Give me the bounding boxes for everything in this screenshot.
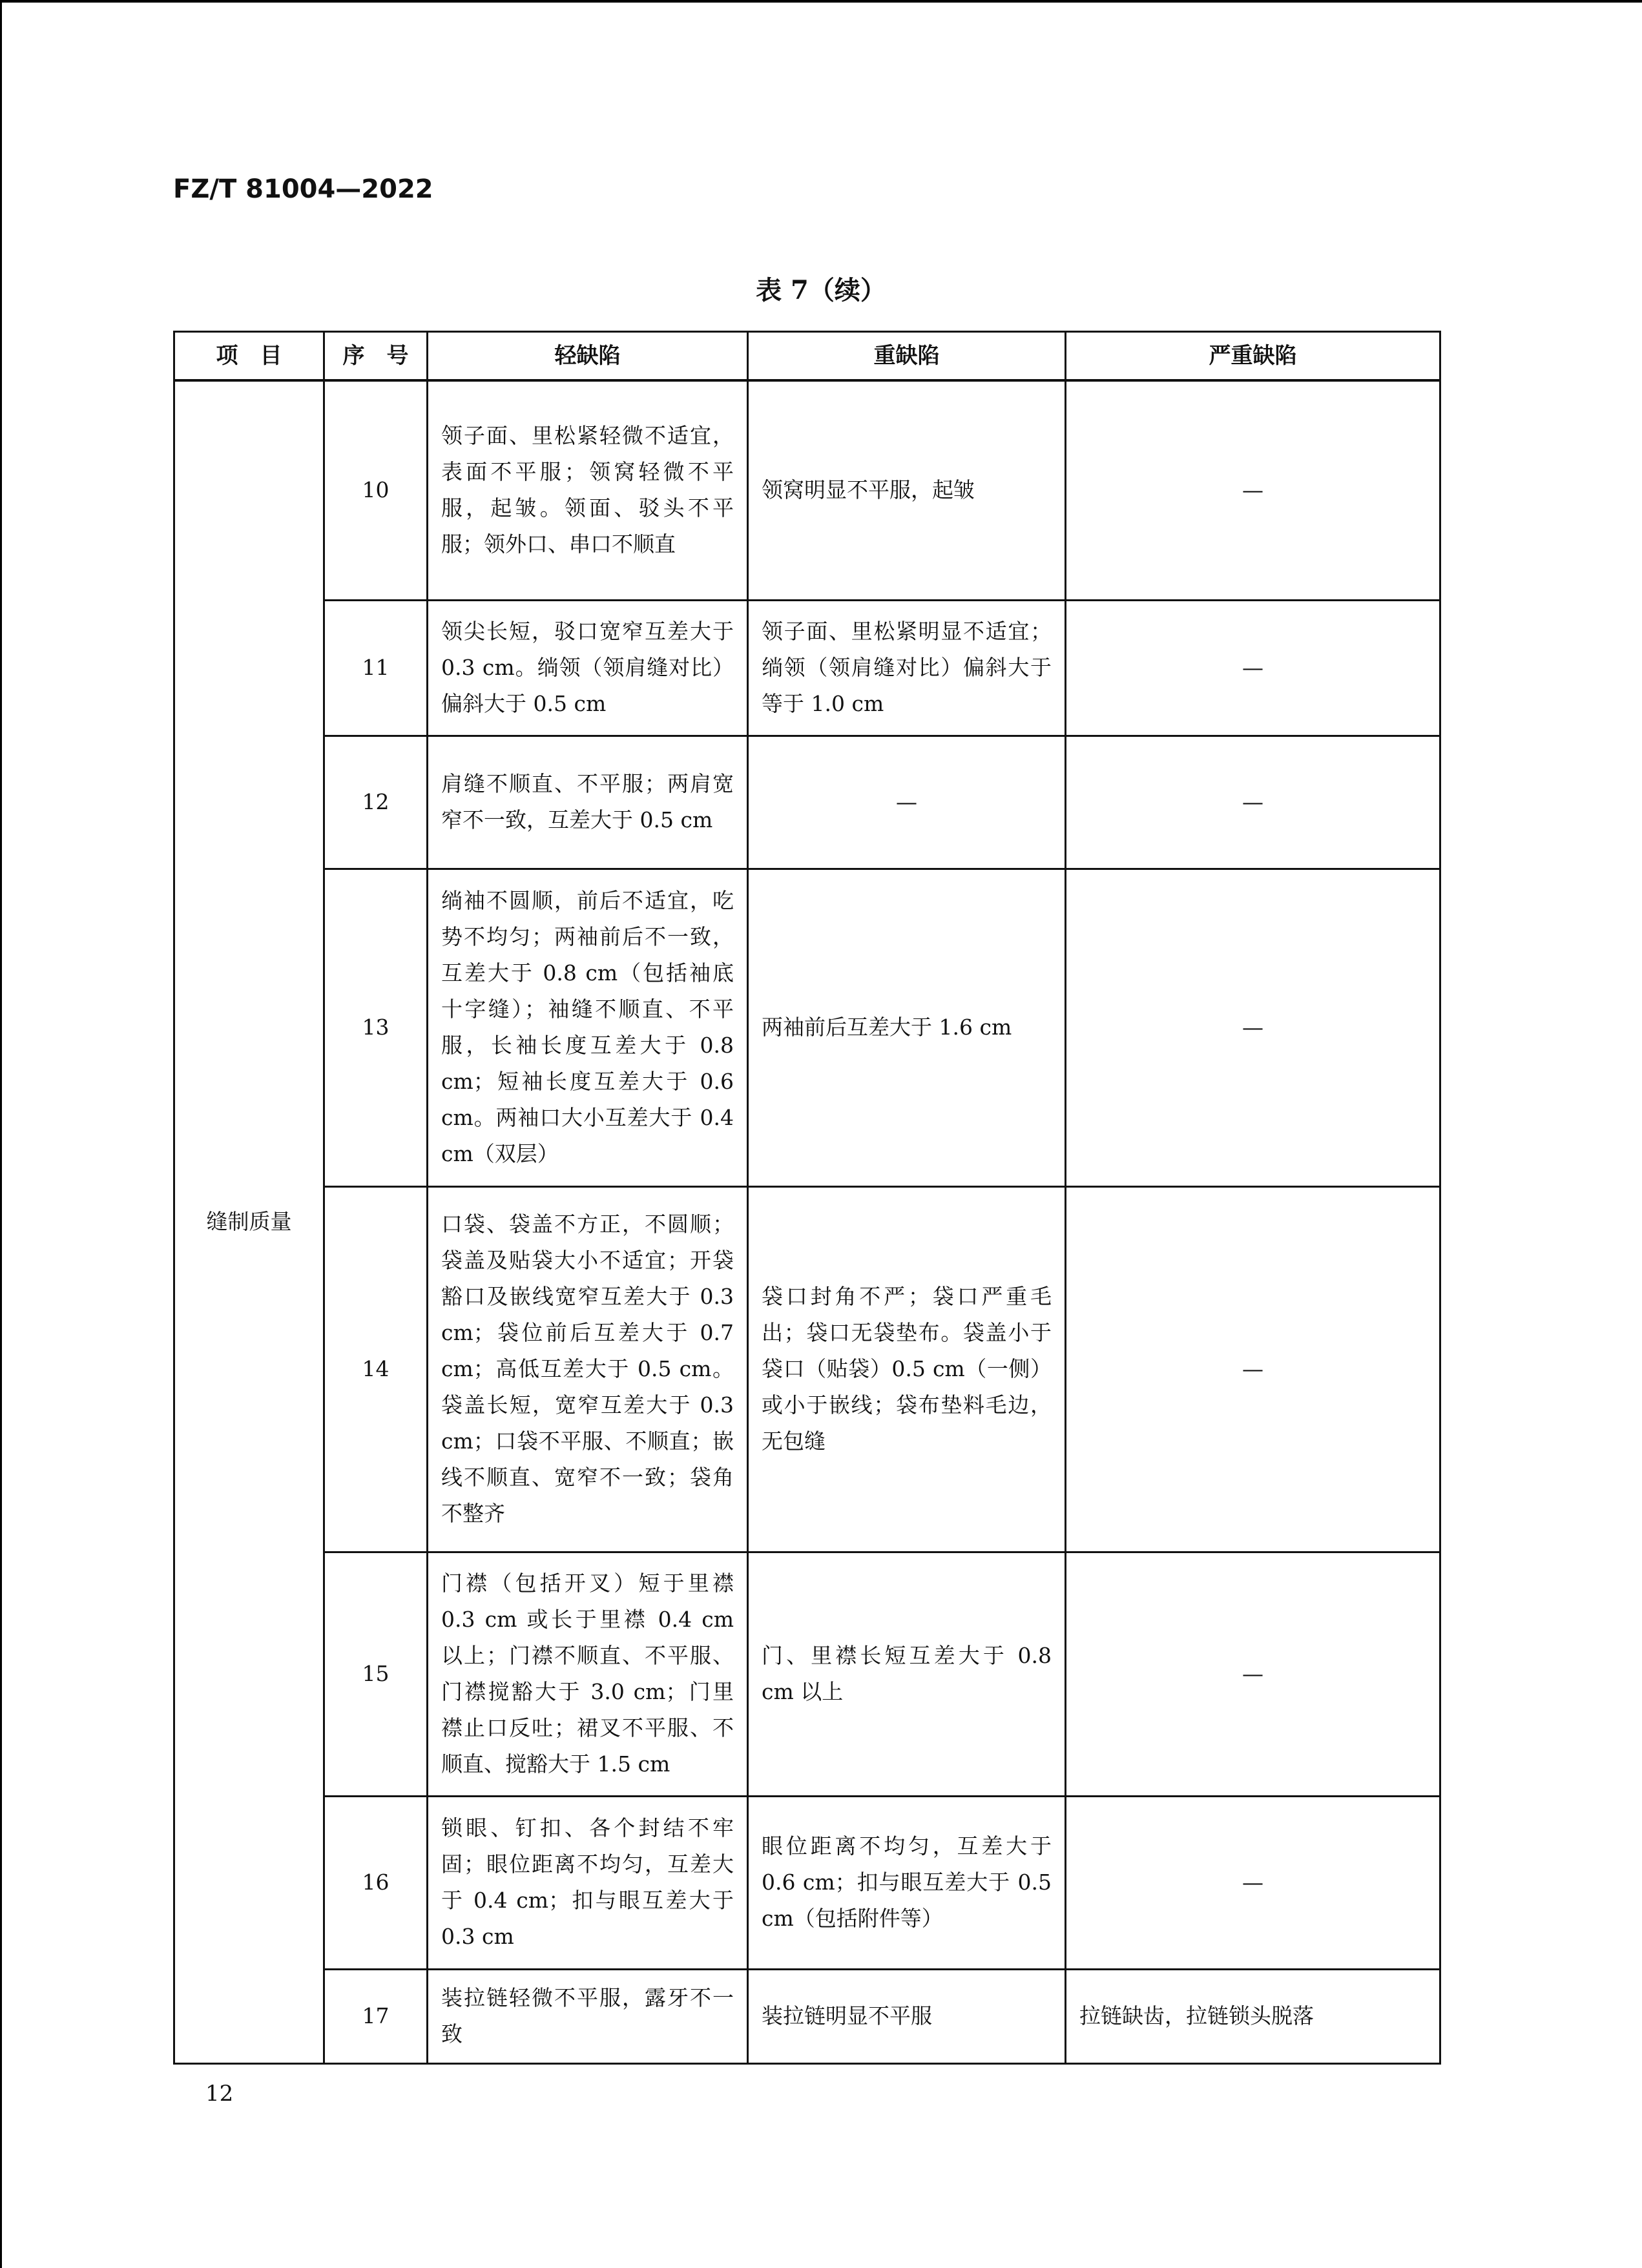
table-row xyxy=(174,1796,1440,1969)
major-defect-cell: 领子面、里松紧明显不适宜；绱领（领肩缝对比）偏斜大于等于 1.0 cm xyxy=(748,600,1066,736)
major-defect-cell: 两袖前后互差大于 1.6 cm xyxy=(748,869,1066,1186)
critical-defect-cell: — xyxy=(1066,1552,1440,1796)
minor-defect-cell: 领尖长短，驳口宽窄互差大于 0.3 cm。绱领（领肩缝对比）偏斜大于 0.5 cm xyxy=(428,600,748,736)
critical-defect-cell: — xyxy=(1066,736,1440,869)
minor-defect-cell: 锁眼、钉扣、各个封结不牢固；眼位距离不均匀，互差大于 0.4 cm；扣与眼互差大于 0.3 cm xyxy=(428,1796,748,1969)
major-defect-cell: 眼位距离不均匀，互差大于 0.6 cm；扣与眼互差大于 0.5 cm（包括附件等） xyxy=(748,1796,1066,1969)
minor-defect-cell: 领子面、里松紧轻微不适宜，表面不平服；领窝轻微不平服，起皱。领面、驳头不平服；领外口、串口不顺直 xyxy=(428,380,748,600)
col-header-major-defect: 重缺陷 xyxy=(748,332,1066,381)
col-header-minor-defect: 轻缺陷 xyxy=(428,332,748,381)
major-defect-cell: 门、里襟长短互差大于 0.8 cm 以上 xyxy=(748,1552,1066,1796)
row-number: 13 xyxy=(324,869,428,1186)
col-header-project: 项 目 xyxy=(174,332,324,381)
critical-defect-cell: — xyxy=(1066,380,1440,600)
standard-code: FZ/T 81004—2022 xyxy=(173,174,433,204)
minor-defect-cell: 门襟（包括开叉）短于里襟 0.3 cm 或长于里襟 0.4 cm 以上；门襟不顺直、不平服、门襟搅豁大于 3.0 cm；门里襟止口反吐；裙叉不平服、不顺直、搅豁大于 1.5 cm xyxy=(428,1552,748,1796)
row-number: 17 xyxy=(324,1969,428,2063)
major-defect-cell: 袋口封角不严；袋口严重毛出；袋口无袋垫布。袋盖小于袋口（贴袋）0.5 cm（一侧）或小于嵌线；袋布垫料毛边，无包缝 xyxy=(748,1186,1066,1552)
project-cell: 缝制质量 xyxy=(174,380,324,2063)
row-number: 10 xyxy=(324,380,428,600)
table-row xyxy=(174,869,1440,1186)
page-number: 12 xyxy=(205,2081,234,2107)
row-number: 14 xyxy=(324,1186,428,1552)
table-row xyxy=(174,1186,1440,1552)
minor-defect-cell: 口袋、袋盖不方正，不圆顺；袋盖及贴袋大小不适宜；开袋豁口及嵌线宽窄互差大于 0.3 cm；袋位前后互差大于 0.7 cm；高低互差大于 0.5 cm。袋盖长短，宽窄互差大于 0.3 cm；口袋不平服、不顺直；嵌线不顺直、宽窄不一致；袋角不整齐 xyxy=(428,1186,748,1552)
row-number: 11 xyxy=(324,600,428,736)
row-number: 16 xyxy=(324,1796,428,1969)
scan-left-border xyxy=(0,0,2,2268)
scan-top-border xyxy=(0,0,1642,3)
row-number: 12 xyxy=(324,736,428,869)
row-number: 15 xyxy=(324,1552,428,1796)
critical-defect-cell: 拉链缺齿，拉链锁头脱落 xyxy=(1066,1969,1440,2063)
major-defect-cell: — xyxy=(748,736,1066,869)
major-defect-cell: 装拉链明显不平服 xyxy=(748,1969,1066,2063)
table-row xyxy=(174,736,1440,869)
table-row xyxy=(174,600,1440,736)
critical-defect-cell: — xyxy=(1066,1796,1440,1969)
minor-defect-cell: 装拉链轻微不平服，露牙不一致 xyxy=(428,1969,748,2063)
table-row xyxy=(174,1969,1440,2063)
critical-defect-cell: — xyxy=(1066,1186,1440,1552)
defect-table xyxy=(173,331,1441,2065)
col-header-critical-defect: 严重缺陷 xyxy=(1066,332,1440,381)
col-header-number: 序 号 xyxy=(324,332,428,381)
table-header-row xyxy=(174,332,1440,381)
critical-defect-cell: — xyxy=(1066,600,1440,736)
major-defect-cell: 领窝明显不平服，起皱 xyxy=(748,380,1066,600)
table-row xyxy=(174,380,1440,600)
critical-defect-cell: — xyxy=(1066,869,1440,1186)
minor-defect-cell: 绱袖不圆顺，前后不适宜，吃势不均匀；两袖前后不一致，互差大于 0.8 cm（包括袖底十字缝）；袖缝不顺直、不平服，长袖长度互差大于 0.8 cm；短袖长度互差大于 0.6 cm。两袖口大小互差大于 0.4 cm（双层） xyxy=(428,869,748,1186)
minor-defect-cell: 肩缝不顺直、不平服；两肩宽窄不一致，互差大于 0.5 cm xyxy=(428,736,748,869)
table-row xyxy=(174,1552,1440,1796)
table-caption: 表 7（续） xyxy=(756,275,886,305)
